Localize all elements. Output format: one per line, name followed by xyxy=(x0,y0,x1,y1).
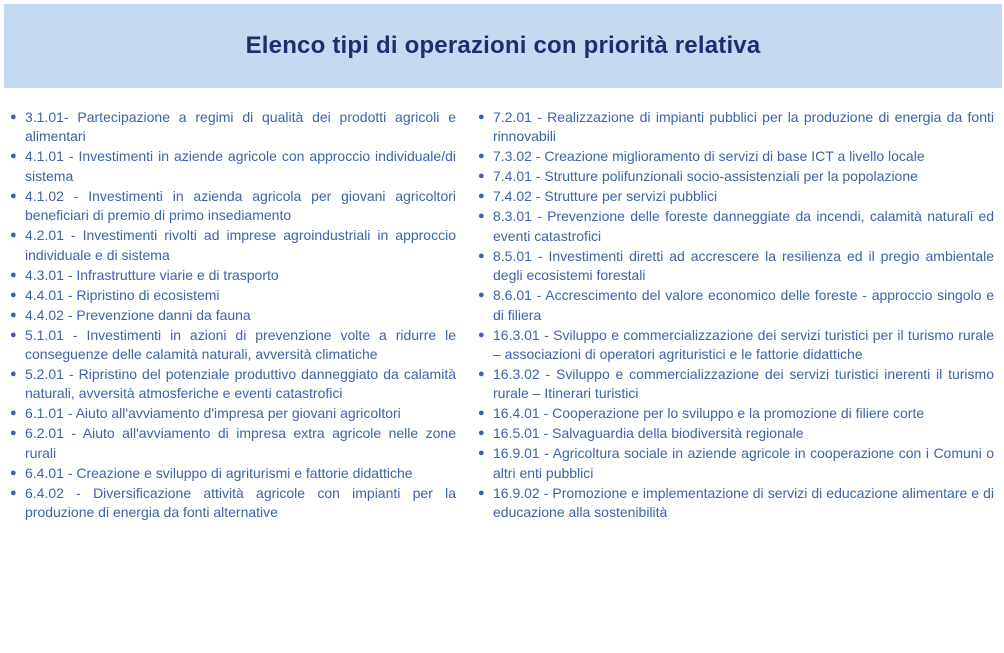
bullet-icon: ● xyxy=(10,466,17,479)
page-title: Elenco tipi di operazioni con priorità relativa xyxy=(245,32,761,59)
operation-list-item xyxy=(8,266,456,285)
operation-list-item xyxy=(8,286,456,305)
operation-list-item xyxy=(476,207,994,246)
operation-list-item xyxy=(476,247,994,286)
operation-text: 16.9.01 - Agricoltura sociale in aziende agricole in cooperazione con i Comuni o altri enti pubblici xyxy=(493,445,994,481)
bullet-icon: ● xyxy=(478,407,485,420)
bullet-icon: ● xyxy=(10,368,17,381)
operation-text: 6.4.02 - Diversificazione attività agricole con impianti per la produzione di energia da fonti alternative xyxy=(25,484,456,521)
operation-list-item xyxy=(476,147,994,166)
operation-list-item xyxy=(476,326,994,365)
bullet-icon: ● xyxy=(10,308,17,321)
operation-list-item xyxy=(8,326,456,365)
right-operations-list xyxy=(476,108,994,523)
operation-list-item xyxy=(8,464,456,483)
operation-text: 4.2.01 - Investimenti rivolti ad imprese agroindustriali in approccio individuale e di sistema xyxy=(25,227,456,263)
operation-list-item xyxy=(476,365,994,404)
operation-list-item xyxy=(476,444,994,483)
operation-list-item xyxy=(8,365,456,404)
bullet-icon: ● xyxy=(10,189,17,202)
bullet-icon: ● xyxy=(478,447,485,460)
operation-list-item xyxy=(8,108,456,147)
title-banner xyxy=(4,4,1002,88)
bullet-icon: ● xyxy=(10,486,17,499)
bullet-icon: ● xyxy=(478,427,485,440)
operation-text: 3.1.01- Partecipazione a regimi di qualità dei prodotti agricoli e alimentari xyxy=(25,109,456,145)
operation-text: 4.1.02 - Investimenti in azienda agricola per giovani agricoltori beneficiari di premio di primo insediamento xyxy=(25,187,456,224)
operation-list-item xyxy=(8,226,456,265)
bullet-icon: ● xyxy=(478,328,485,341)
operation-text: 16.9.02 - Promozione e implementazione di servizi di educazione alimentare e di educazione alla sostenibilità xyxy=(493,484,994,521)
operation-text: 7.4.01 - Strutture polifunzionali socio-assistenziali per la popolazione xyxy=(493,168,918,185)
left-operations-list xyxy=(8,108,456,523)
operation-text: 6.2.01 - Aiuto all'avviamento di impresa extra agricole nelle zone rurali xyxy=(25,425,456,461)
bullet-icon: ● xyxy=(10,268,17,281)
operation-list-item xyxy=(476,167,994,186)
bullet-icon: ● xyxy=(10,229,17,242)
operation-text: 4.4.01 - Ripristino di ecosistemi xyxy=(25,286,220,303)
bullet-icon: ● xyxy=(478,210,485,223)
operation-text: 5.2.01 - Ripristino del potenziale produttivo danneggiato da calamità naturali, avversità atmosferiche e eventi catastrofici xyxy=(25,366,456,402)
bullet-icon: ● xyxy=(478,190,485,203)
operation-text: 8.5.01 - Investimenti diretti ad accrescere la resilienza ed il pregio ambientale degli ecosistemi forestali xyxy=(493,247,994,284)
operation-text: 7.4.02 - Strutture per servizi pubblici xyxy=(493,188,718,205)
bullet-icon: ● xyxy=(10,407,17,420)
bullet-icon: ● xyxy=(478,170,485,183)
bullet-icon: ● xyxy=(478,249,485,262)
operation-list-item xyxy=(476,404,994,423)
operation-text: 16.5.01 - Salvaguardia della biodiversità regionale xyxy=(493,425,804,442)
operation-text: 8.6.01 - Accrescimento del valore economico delle foreste - approccio singolo e di filiera xyxy=(493,287,994,323)
bullet-icon: ● xyxy=(478,289,485,302)
bullet-icon: ● xyxy=(10,288,17,301)
operation-list-item xyxy=(8,404,456,423)
operation-text: 6.1.01 - Aiuto all'avviamento d'impresa per giovani agricoltori xyxy=(25,405,401,422)
operation-list-item xyxy=(476,286,994,325)
bullet-icon: ● xyxy=(10,150,17,163)
operation-list-item xyxy=(8,147,456,186)
bullet-icon: ● xyxy=(478,150,485,163)
bullet-icon: ● xyxy=(10,111,17,123)
bullet-icon: ● xyxy=(10,328,17,341)
operation-text: 4.4.02 - Prevenzione danni da fauna xyxy=(25,306,251,323)
operation-text: 16.3.02 - Sviluppo e commercializzazione dei servizi turistici inerenti il turismo rurale – Itinerari turistici xyxy=(493,366,994,402)
operation-text: 16.4.01 - Cooperazione per lo sviluppo e la promozione di filiere corte xyxy=(493,405,925,422)
operation-text: 7.2.01 - Realizzazione di impianti pubblici per la produzione di energia da fonti rinnovabili xyxy=(493,109,994,145)
operation-list-item xyxy=(8,424,456,463)
operation-text: 4.3.01 - Infrastrutture viarie e di trasporto xyxy=(25,266,279,283)
operation-text: 5.1.01 - Investimenti in azioni di prevenzione volte a ridurre le conseguenze delle calamità naturali, avversità climatiche xyxy=(25,326,456,363)
operation-text: 6.4.01 - Creazione e sviluppo di agriturismi e fattorie didattiche xyxy=(25,464,413,481)
bullet-icon: ● xyxy=(478,486,485,499)
operation-list-item xyxy=(8,306,456,325)
operation-list-item xyxy=(476,484,994,523)
operation-list-item xyxy=(476,187,994,206)
operation-text: 4.1.01 - Investimenti in aziende agricole con approccio individuale/di sistema xyxy=(25,148,456,184)
bullet-icon: ● xyxy=(478,368,485,381)
operation-text: 16.3.01 - Sviluppo e commercializzazione dei servizi turistici per il turismo rurale – associazioni di operatori agrituristici e le fattorie didattiche xyxy=(493,326,994,363)
bullet-icon: ● xyxy=(478,111,485,123)
operation-list-item xyxy=(476,424,994,443)
operation-list-item xyxy=(8,484,456,523)
bullet-icon: ● xyxy=(10,427,17,440)
operation-text: 7.3.02 - Creazione miglioramento di servizi di base ICT a livello locale xyxy=(493,148,925,165)
operation-text: 8.3.01 - Prevenzione delle foreste danneggiate da incendi, calamità naturali ed eventi catastrofici xyxy=(493,208,994,244)
operation-list-item xyxy=(476,108,994,147)
operation-list-item xyxy=(8,187,456,226)
